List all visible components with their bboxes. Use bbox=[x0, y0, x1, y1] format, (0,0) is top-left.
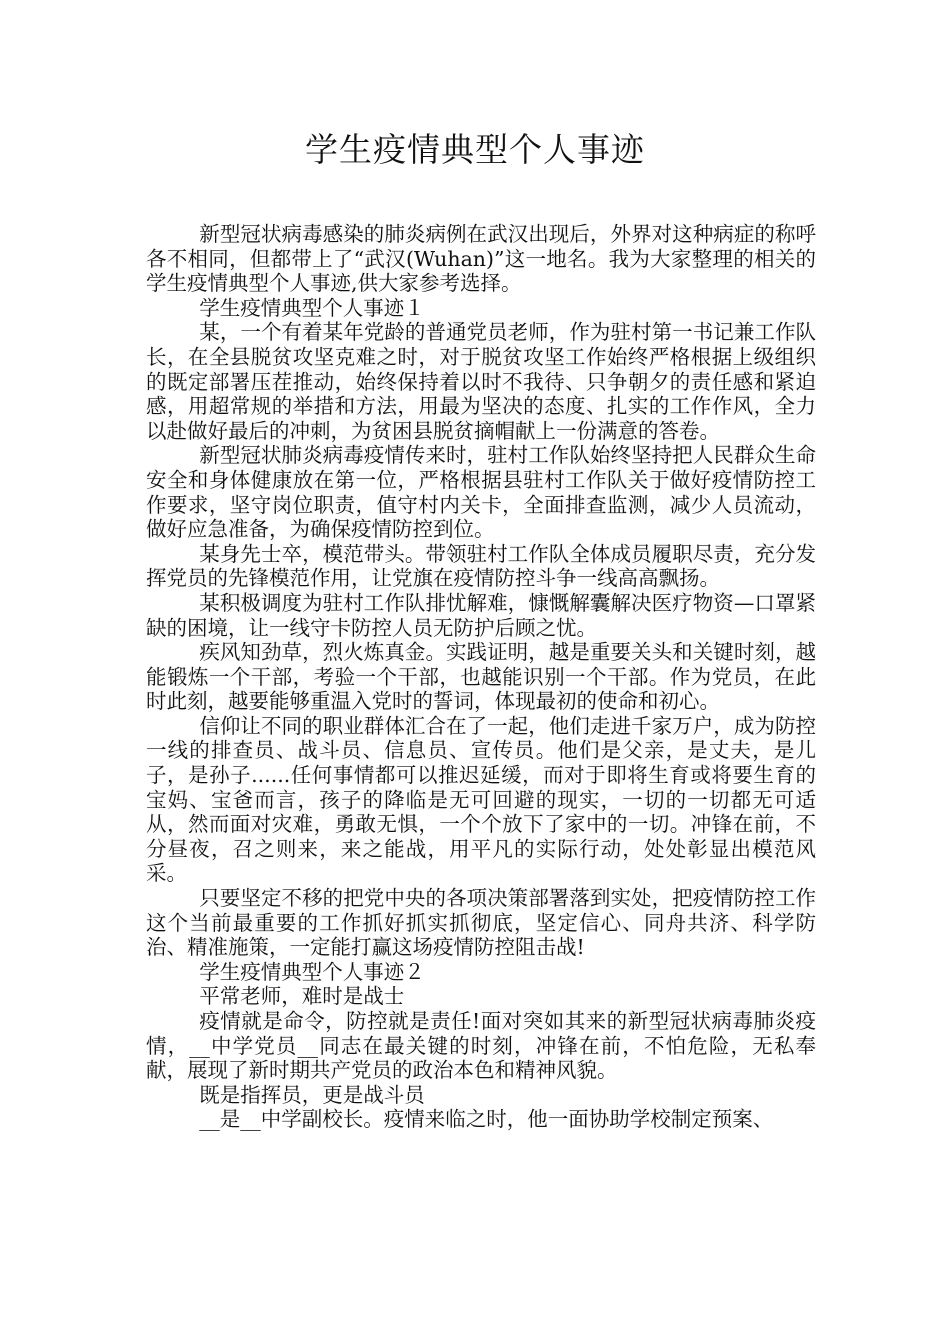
document-title: 学生疫情典型个人事迹 bbox=[305, 130, 645, 169]
body-paragraph: 只要坚定不移的把党中央的各项决策部署落到实处，把疫情防控工作这个当前最重要的工作抓好抓实抓彻底，坚定信心、同舟共济、科学防治、精准施策，一定能打赢这场疫情防控阻击战! bbox=[146, 886, 816, 960]
body-paragraph: 信仰让不同的职业群体汇合在了一起，他们走进千家万户，成为防控一线的排查员、战斗员、信息员、宣传员。他们是父亲，是丈夫，是儿子，是孙子......任何事情都可以推迟延缓，而对于即将生育或将要生育的宝妈、宝爸而言，孩子的降临是无可回避的现实，一切的一切都无可适从，然而面对灾难，勇敢无惧，一个个放下了家中的一切。冲锋在前，不分昼夜，召之则来，来之能战，用平凡的实际行动，处处彰显出模范风采。 bbox=[146, 713, 816, 886]
section-heading: 平常老师，难时是战士 bbox=[199, 984, 405, 1009]
body-paragraph: 新型冠状病毒感染的肺炎病例在武汉出现后，外界对这种病症的称呼各不相同，但都带上了“武汉(Wuhan)”这一地名。我为大家整理的相关的学生疫情典型个人事迹,供大家参考选择。 bbox=[146, 222, 816, 296]
body-paragraph: 某，一个有着某年党龄的普通党员老师，作为驻村第一书记兼工作队长，在全县脱贫攻坚克难之时，对于脱贫攻坚工作始终严格根据上级组织的既定部署压茬推动，始终保持着以时不我待、只争朝夕的责任感和紧迫感，用超常规的举措和方法，用最为坚决的态度、扎实的工作作风，全力以赴做好最后的冲刺，为贫困县脱贫摘帽献上一份满意的答卷。 bbox=[146, 320, 816, 443]
section-heading: 既是指挥员，更是战斗员 bbox=[199, 1082, 425, 1107]
body-paragraph: 疫情就是命令，防控就是责任!面对突如其来的新型冠状病毒肺炎疫情，__中学党员__同志在最关键的时刻，冲锋在前，不怕危险，无私奉献，展现了新时期共产党员的政治本色和精神风貌。 bbox=[146, 1009, 816, 1083]
body-paragraph: 新型冠状肺炎病毒疫情传来时，驻村工作队始终坚持把人民群众生命安全和身体健康放在第一位，严格根据县驻村工作队关于做好疫情防控工作要求，坚守岗位职责，值守村内关卡，全面排查监测，减少人员流动，做好应急准备，为确保疫情防控到位。 bbox=[146, 443, 816, 542]
body-paragraph: 某身先士卒，模范带头。带领驻村工作队全体成员履职尽责，充分发挥党员的先锋模范作用，让党旗在疫情防控斗争一线高高飘扬。 bbox=[146, 541, 816, 591]
section-heading: 学生疫情典型个人事迹２ bbox=[199, 959, 425, 984]
body-paragraph: 某积极调度为驻村工作队排忧解难，慷慨解囊解决医疗物资—口罩紧缺的困境，让一线守卡防控人员无防护后顾之忧。 bbox=[146, 590, 816, 640]
body-paragraph: 疾风知劲草，烈火炼真金。实践证明，越是重要关头和关键时刻，越能锻炼一个干部，考验一个干部，也越能识别一个干部。作为党员，在此时此刻，越要能够重温入党时的誓词，体现最初的使命和初心。 bbox=[146, 640, 816, 714]
section-heading: 学生疫情典型个人事迹１ bbox=[199, 295, 425, 320]
body-paragraph: __是__中学副校长。疫情来临之时，他一面协助学校制定预案、 bbox=[199, 1107, 774, 1132]
document-body bbox=[146, 222, 816, 1132]
